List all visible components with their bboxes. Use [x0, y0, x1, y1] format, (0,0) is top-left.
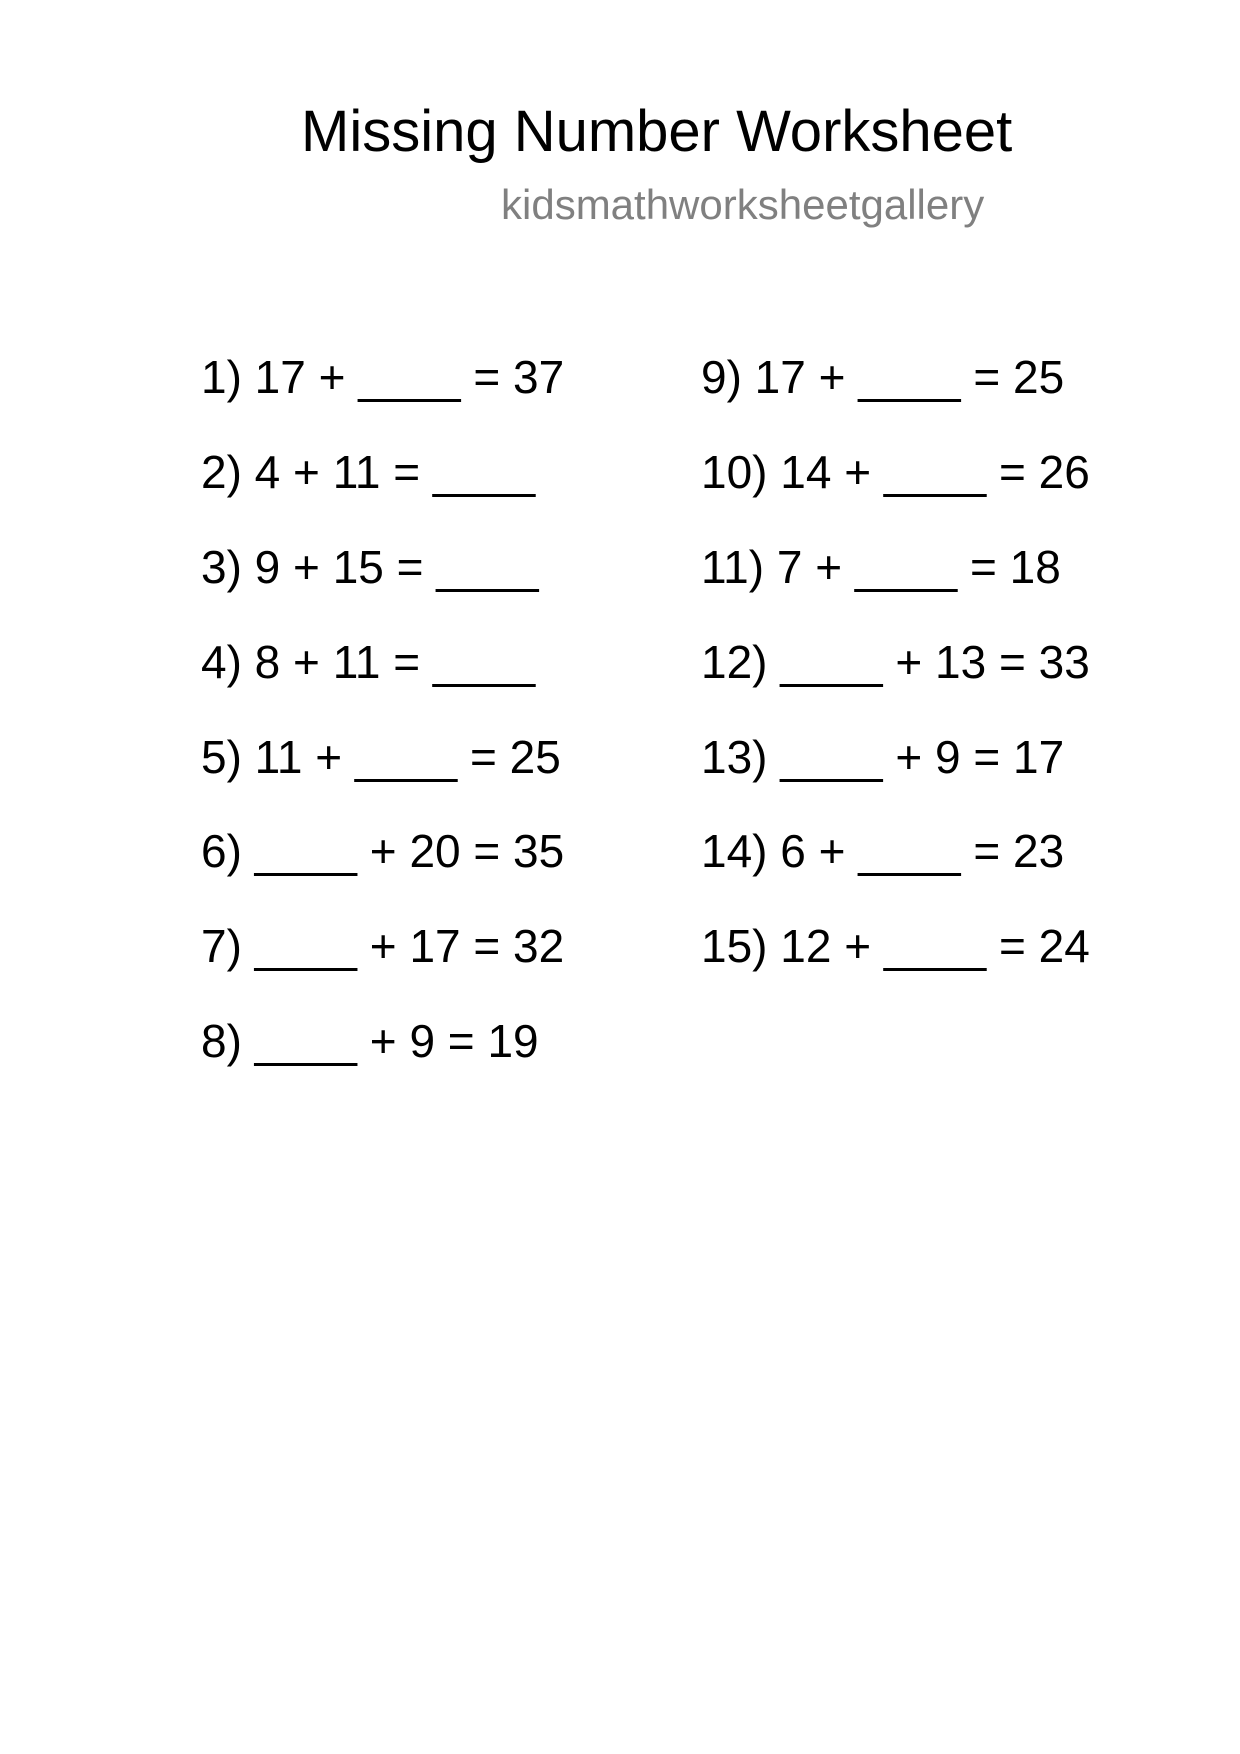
problem-14: 14) 6 + ____ = 23: [701, 825, 1065, 878]
problem-10: 10) 14 + ____ = 26: [701, 445, 1090, 498]
problem-8: 8) ____ + 9 = 19: [201, 1015, 539, 1068]
problem-3: 3) 9 + 15 = ____: [201, 540, 539, 593]
problem-1: 1) 17 + ____ = 37: [201, 351, 565, 403]
problem-13: 13) ____ + 9 = 17: [701, 730, 1065, 783]
problem-6: 6) ____ + 20 = 35: [201, 825, 565, 878]
problem-9: 9) 17 + ____ = 25: [701, 351, 1065, 403]
problems-column-left: [201, 349, 564, 1108]
problem-11: 11) 7 + ____ = 18: [701, 540, 1061, 593]
problem-15: 15) 12 + ____ = 24: [701, 920, 1090, 973]
worksheet-subtitle: kidsmathworksheetgallery: [501, 181, 985, 228]
problem-7: 7) ____ + 17 = 32: [201, 920, 565, 973]
problem-12: 12) ____ + 13 = 33: [701, 635, 1090, 688]
problem-4: 4) 8 + 11 = ____: [201, 635, 536, 688]
problem-2: 2) 4 + 11 = ____: [201, 445, 536, 498]
problems-column-right: [701, 349, 1090, 1013]
worksheet-title: Missing Number Worksheet: [301, 99, 1013, 164]
problem-5: 5) 11 + ____ = 25: [201, 730, 561, 783]
